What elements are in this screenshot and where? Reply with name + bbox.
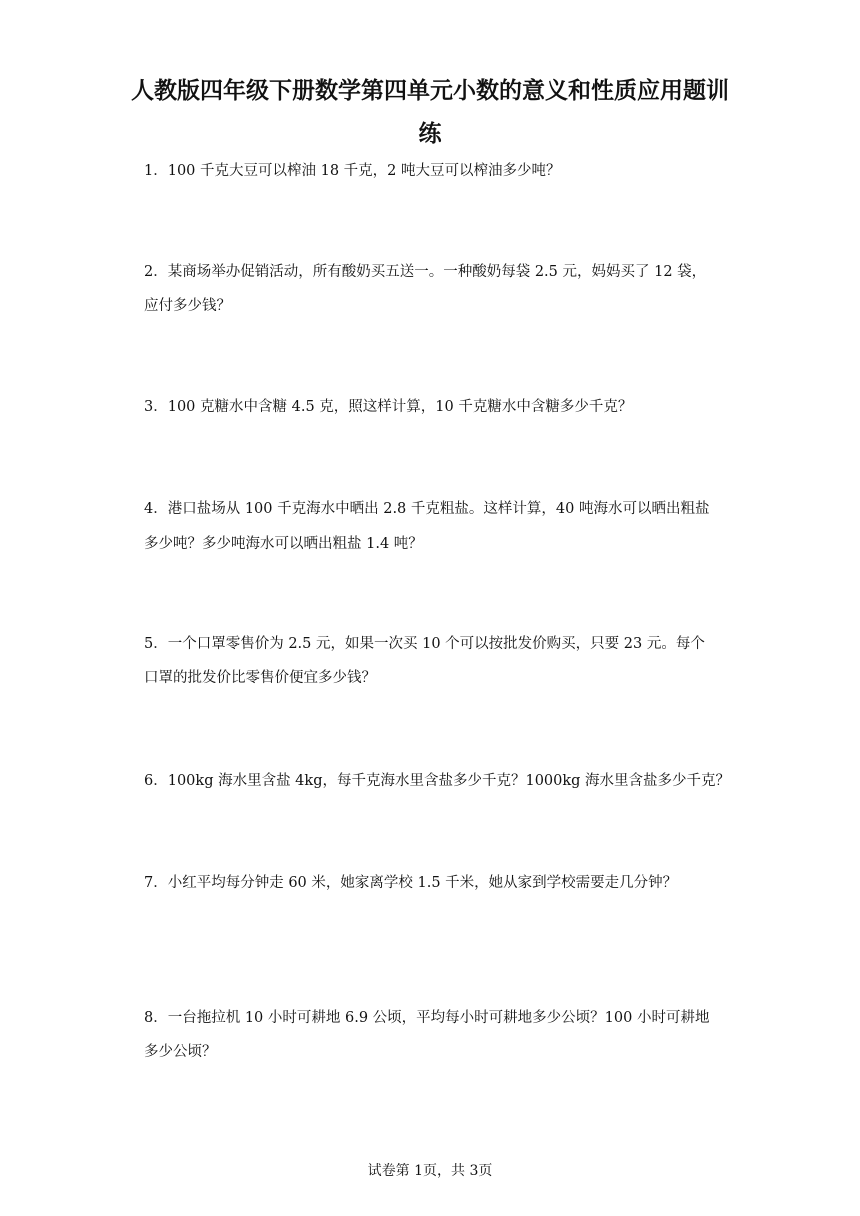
question-4-line-2: 多少吨？多少吨海水可以晒出粗盐 1.4 吨？ [144,536,423,552]
question-6-line-1: 6．100kg 海水里含盐 4kg，每千克海水里含盐多少千克？1000kg 海水里含盐多少千克？ [144,773,731,789]
page-footer: 试卷第 1页，共 3页 [367,1163,493,1179]
question-2-line-1: 2．某商场举办促销活动，所有酸奶买五送一。一种酸奶每袋 2.5 元，妈妈买了 12 袋， [144,264,707,280]
question-8-line-2: 多少公顷？ [144,1044,217,1060]
question-4-line-1: 4．港口盐场从 100 千克海水中晒出 2.8 千克粗盐。这样计算，40 吨海水可以晒出粗盐 [144,501,710,517]
question-3-line-1: 3．100 克糖水中含糖 4.5 克，照这样计算，10 千克糖水中含糖多少千克？ [144,399,633,415]
document-title-line-2: 练 [418,121,442,147]
question-7-line-1: 7．小红平均每分钟走 60 米，她家离学校 1.5 千米，她从家到学校需要走几分钟？ [144,875,678,891]
question-2-line-2: 应付多少钱？ [144,298,231,314]
question-1-line-1: 1．100 千克大豆可以榨油 18 千克，2 吨大豆可以榨油多少吨？ [144,163,561,179]
question-8-line-1: 8．一台拖拉机 10 小时可耕地 6.9 公顷，平均每小时可耕地多少公顷？100 小时可耕地 [144,1010,710,1026]
question-5-line-2: 口罩的批发价比零售价便宜多少钱？ [144,670,376,686]
question-5-line-1: 5．一个口罩零售价为 2.5 元，如果一次买 10 个可以按批发价购买，只要 23 元。每个 [144,636,705,652]
document-title-line-1: 人教版四年级下册数学第四单元小数的意义和性质应用题训 [131,78,729,104]
